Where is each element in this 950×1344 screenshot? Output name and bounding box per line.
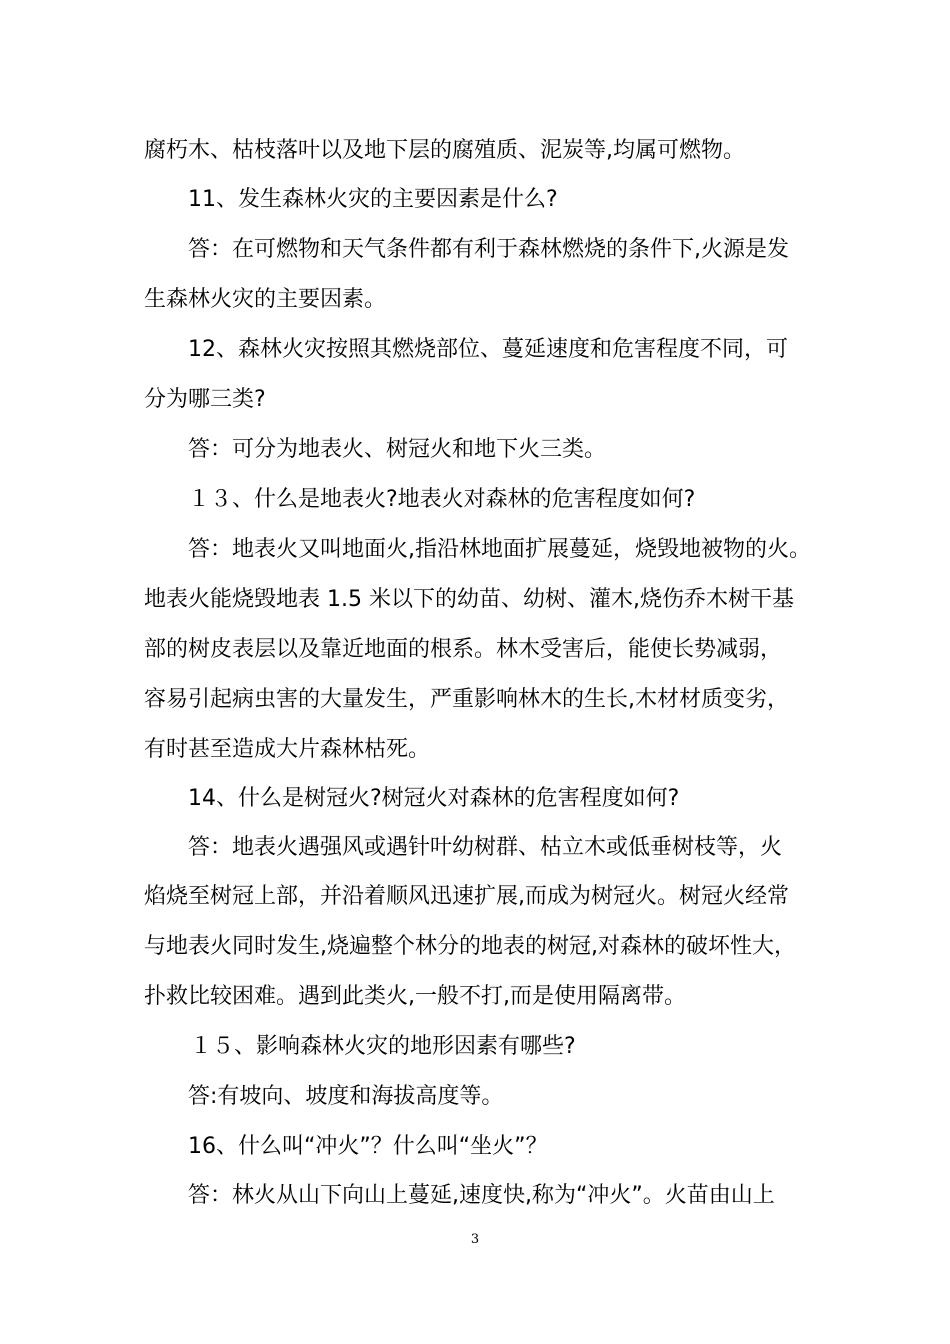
answer-13-line-2: 地表火能烧毁地表 1.5 米以下的幼苗、幼树、灌木,烧伤乔木树干基 [144,587,794,612]
answer-11-line-2: 生森林火灾的主要因素。 [144,287,387,312]
question-15: １５、影响森林火灾的地形因素有哪些? [190,1034,576,1059]
question-14: 14、什么是树冠火?树冠火对森林的危害程度如何? [188,786,680,811]
answer-11-line-1: 答：在可燃物和天气条件都有利于森林燃烧的条件下,火源是发 [188,237,789,262]
page-number: 3 [470,1232,480,1247]
question-12-line-2: 分为哪三类? [144,387,266,412]
paragraph-line: 腐朽木、枯枝落叶以及地下层的腐殖质、泥炭等,均属可燃物。 [144,138,745,163]
answer-14-line-1: 答：地表火遇强风或遇针叶幼树群、枯立木或低垂树枝等，火 [188,835,783,860]
answer-13-line-3: 部的树皮表层以及靠近地面的根系。林木受害后，能使长势减弱， [144,637,783,662]
answer-13-line-1: 答：地表火又叫地面火,指沿林地面扩展蔓延，烧毁地被物的火。 [188,537,811,562]
answer-12: 答：可分为地表火、树冠火和地下火三类。 [188,437,607,462]
answer-16-line-1: 答：林火从山下向山上蔓延,速度快,称为“冲火”。火苗由山上 [188,1183,775,1208]
answer-14-line-4: 扑救比较困难。遇到此类火,一般不打,而是使用隔离带。 [144,984,686,1009]
answer-15: 答:有坡向、坡度和海拔高度等。 [188,1084,504,1109]
question-11: 11、发生森林火灾的主要因素是什么? [188,187,558,212]
answer-14-line-2: 焰烧至树冠上部，并沿着顺风迅速扩展,而成为树冠火。树冠火经常 [144,884,789,909]
question-13: １３、什么是地表火?地表火对森林的危害程度如何? [188,487,696,512]
question-12-line-1: 12、森林火灾按照其燃烧部位、蔓延速度和危害程度不同，可 [188,337,788,362]
question-16: 16、什么叫“冲火”？什么叫“坐火”？ [188,1134,548,1159]
answer-14-line-3: 与地表火同时发生,烧遍整个林分的地表的树冠,对森林的破坏性大， [144,934,796,959]
answer-13-line-5: 有时甚至造成大片森林枯死。 [144,737,431,762]
answer-13-line-4: 容易引起病虫害的大量发生，严重影响林木的生长,木材材质变劣， [144,687,789,712]
